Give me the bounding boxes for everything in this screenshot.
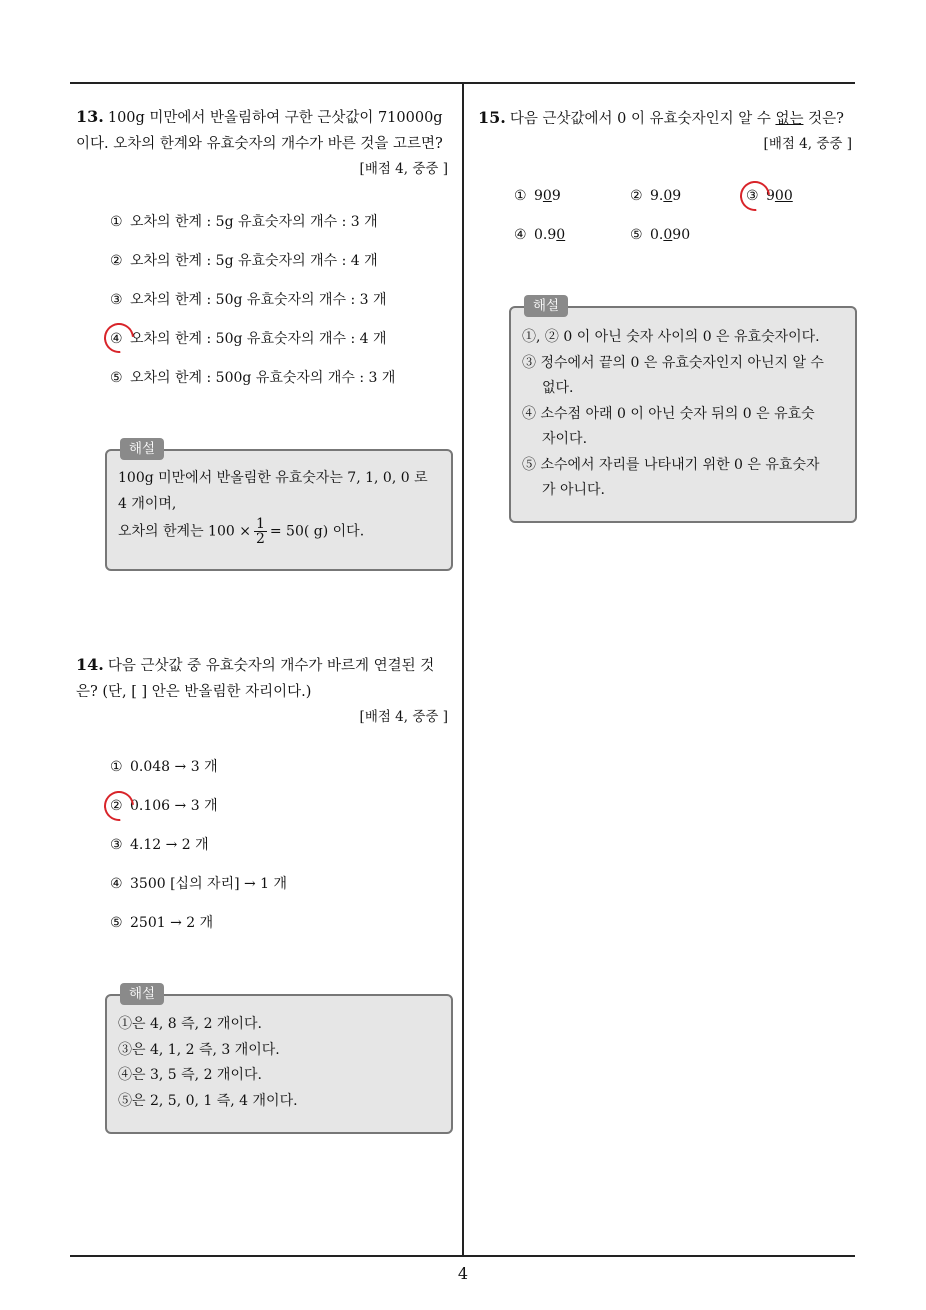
q14-option-2[interactable]: ② 0.106 → 3 개 [110, 798, 218, 814]
q15-option-4[interactable]: ④ 0.90 [514, 227, 566, 243]
question-text: 100g 미만에서 반올림하여 구한 근삿값이 710000g 이다. 오차의 한계와 유효숫자의 개수가 바른 것을 고르면? [76, 110, 443, 152]
q15-option-1[interactable]: ① 909 [514, 188, 561, 204]
bottom-rule [70, 1255, 855, 1257]
column-divider [462, 83, 464, 1256]
q13-option-1[interactable]: ① 오차의 한계 : 5g 유효숫자의 개수 : 3 개 [110, 214, 378, 230]
question-number: 14. [76, 655, 104, 674]
q15-explanation-tag: 해설 [524, 295, 568, 317]
fraction: $\frac{1}{2}$ [255, 516, 265, 547]
q13-option-2[interactable]: ② 오차의 한계 : 5g 유효숫자의 개수 : 4 개 [110, 253, 378, 269]
q14-option-5[interactable]: ⑤ 2501 → 2 개 [110, 915, 214, 931]
question-14 [76, 652, 454, 705]
answer-mark-circle-icon [734, 175, 776, 217]
question-15: 15. 다음 근삿값에서 0 이 유효숫자인지 알 수 없는 것은? [478, 108, 844, 127]
q13-explanation-tag: 해설 [120, 438, 164, 460]
answer-mark-circle-icon [98, 785, 140, 827]
question-13 [76, 104, 454, 157]
underlined-word: 없는 [775, 111, 804, 127]
q13-option-5[interactable]: ⑤ 오차의 한계 : 500g 유효숫자의 개수 : 3 개 [110, 370, 396, 386]
page-number: 4 [457, 1264, 469, 1283]
q13-option-3[interactable]: ③ 오차의 한계 : 50g 유효숫자의 개수 : 3 개 [110, 292, 387, 308]
q14-explanation-tag: 해설 [120, 983, 164, 1005]
q14-option-3[interactable]: ③ 4.12 → 2 개 [110, 837, 209, 853]
question-13-meta: [배점 4, 중중 ] [359, 161, 448, 177]
question-number: 13. [76, 107, 104, 126]
q13-option-4[interactable]: ④ 오차의 한계 : 50g 유효숫자의 개수 : 4 개 [110, 331, 387, 347]
q13-explanation-text: 100g 미만에서 반올림한 유효숫자는 7, 1, 0, 0 로 4 개이며, 오차의 한계는 100 × $\frac{1}{2}$ = 50( g) 이다. [118, 470, 428, 547]
q14-option-4[interactable]: ④ 3500 [십의 자리] → 1 개 [110, 876, 288, 892]
question-number: 15. [478, 108, 506, 127]
question-14-meta: [배점 4, 중중 ] [359, 709, 448, 725]
q15-option-2[interactable]: ② 9.09 [630, 188, 682, 204]
q14-option-1[interactable]: ① 0.048 → 3 개 [110, 759, 218, 775]
q15-option-5[interactable]: ⑤ 0.090 [630, 227, 691, 243]
q14-explanation-text: ①은 4, 8 즉, 2 개이다. ③은 4, 1, 2 즉, 3 개이다. ④은 3, 5 즉, 2 개이다. ⑤은 2, 5, 0, 1 즉, 4 개이다. [118, 1016, 298, 1109]
question-text: 다음 근삿값 중 유효숫자의 개수가 바르게 연결된 것은? (단, [ ] 안은 반올림한 자리이다.) [76, 658, 435, 700]
answer-mark-circle-icon [98, 317, 140, 359]
q15-explanation-text: ①, ② 0 이 아닌 숫자 사이의 0 은 유효숫자이다. ③ 정수에서 끝의 0 은 유효숫자인지 아닌지 알 수 없다. ④ 소수점 아래 0 이 아닌 숫자 뒤의 0 은 유효숫 자이다. ⑤ 소수에서 자리를 나타내기 위한 0 은 유효숫자 가 아니다. [522, 329, 824, 498]
question-15-meta: [배점 4, 중중 ] [763, 136, 852, 152]
q15-option-3[interactable]: ③ 900 [746, 188, 793, 204]
